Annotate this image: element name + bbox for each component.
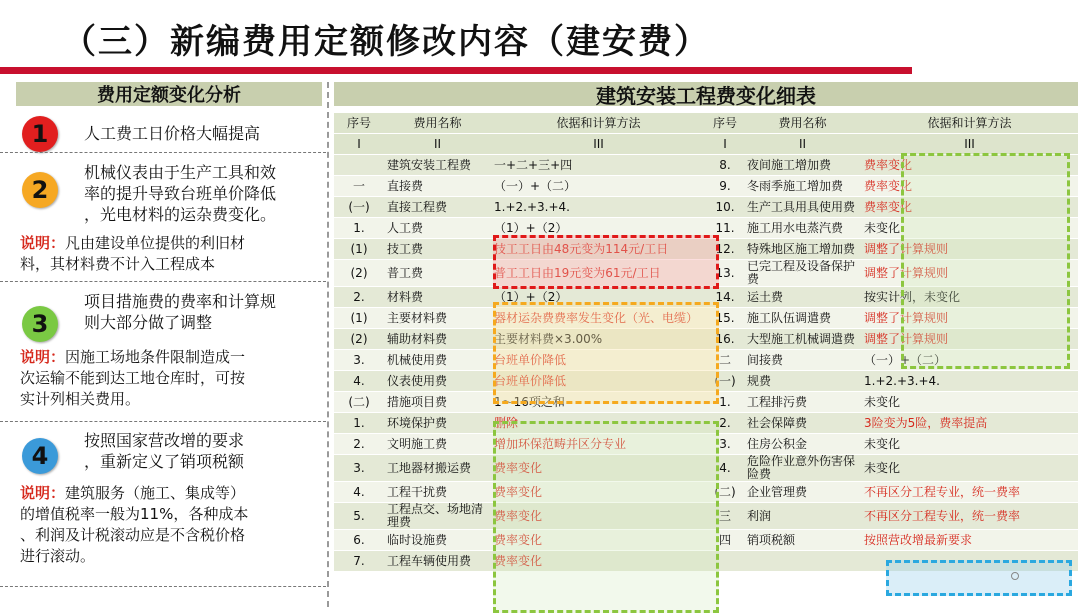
fee-name: 冬雨季施工增加费 [744,176,861,197]
fee-name: 直接工程费 [384,197,491,218]
row-number: (2) [334,260,384,287]
fee-name: 直接费 [384,176,491,197]
calc-method: 费率变化 [491,503,706,530]
point-4-text: 按照国家营改增的要求 ，重新定义了销项税额 [84,431,245,471]
point-3-text: 项目措施费的费率和计算规 则大部分做了调整 [84,292,277,332]
fee-name: 利润 [744,503,861,530]
fee-name: 仪表使用费 [384,371,491,392]
fee-name: 规费 [744,371,861,392]
fee-name: 工程车辆使用费 [384,551,491,572]
row-number: 5. [334,503,384,530]
table-row [334,197,1078,218]
row-number: 3. [706,434,744,455]
calc-method: 调整了计算规则 [861,308,1078,329]
row-number: 1. [706,392,744,413]
table-row [334,392,1078,413]
point-1-badge: 1 [22,116,58,152]
fee-name: 工程干扰费 [384,482,491,503]
table-roman-row [334,134,1078,155]
roman-label: II [384,134,491,155]
row-number: (1) [334,308,384,329]
table-row [334,455,1078,482]
fee-name: 辅助材料费 [384,329,491,350]
calc-method: 费率变化 [861,155,1078,176]
table-row [334,287,1078,308]
table-row [334,350,1078,371]
calc-method: 费率变化 [861,176,1078,197]
separator [0,281,326,282]
calc-method: 按照营改增最新要求 [861,530,1078,551]
row-number: 10. [706,197,744,218]
row-number: 3. [334,350,384,371]
row-number: 9. [706,176,744,197]
row-number: 4. [706,455,744,482]
row-number: 2. [706,413,744,434]
calc-method: 调整了计算规则 [861,329,1078,350]
roman-label: III [491,134,706,155]
row-number: 1. [334,413,384,434]
point-2-badge: 2 [22,172,58,208]
fee-name: 建筑安装工程费 [384,155,491,176]
fee-name: 施工队伍调遣费 [744,308,861,329]
row-number: 2. [334,287,384,308]
calc-method [861,551,1078,572]
row-number: 11. [706,218,744,239]
table-row [334,308,1078,329]
column-header: 费用名称 [744,113,861,134]
calc-method: 未变化 [861,392,1078,413]
calc-method: （1）+（2） [491,287,706,308]
roman-label: I [334,134,384,155]
row-number: (一) [706,371,744,392]
column-header: 依据和计算方法 [491,113,706,134]
fee-name: 企业管理费 [744,482,861,503]
calc-method: 1.+2.+3.+4. [861,371,1078,392]
fee-name: 环境保护费 [384,413,491,434]
fee-name: 工地器材搬运费 [384,455,491,482]
fee-name: 大型施工机械调遣费 [744,329,861,350]
calc-method: 技工工日由48元变为114元/工日 [491,239,706,260]
row-number: 13. [706,260,744,287]
row-number: 4. [334,371,384,392]
fee-name: 销项税额 [744,530,861,551]
row-number: 1. [334,218,384,239]
table-row [334,503,1078,530]
column-header: 序号 [706,113,744,134]
table-row [334,329,1078,350]
row-number [706,551,744,572]
column-header: 依据和计算方法 [861,113,1078,134]
calc-method: 未变化 [861,434,1078,455]
point-4-badge: 4 [22,438,58,474]
separator [0,586,326,587]
separator [0,152,326,153]
cost-change-table [334,113,1078,572]
row-number: (二) [706,482,744,503]
calc-method: 调整了计算规则 [861,239,1078,260]
calc-method: 台班单价降低 [491,371,706,392]
calc-method: 未变化 [861,218,1078,239]
fee-name: 材料费 [384,287,491,308]
table-row [334,371,1078,392]
panel-divider [327,82,329,607]
calc-method: 一+二+三+四 [491,155,706,176]
fee-name: 主要材料费 [384,308,491,329]
roman-label: III [861,134,1078,155]
row-number: 四 [706,530,744,551]
fee-name: 临时设施费 [384,530,491,551]
fee-name: 工程排污费 [744,392,861,413]
row-number: (一) [334,197,384,218]
mouse-cursor-icon [1011,572,1019,580]
table-row [334,260,1078,287]
calc-method: 费率变化 [491,455,706,482]
row-number [334,155,384,176]
point-3-note: 说明：因施工场地条件限制造成一 次运输不能到达工地仓库时，可按 实计列相关费用。 [20,348,246,408]
fee-name: 社会保障费 [744,413,861,434]
calc-method: 费率变化 [491,482,706,503]
fee-name: 已完工程及设备保护费 [744,260,861,287]
table-row [334,218,1078,239]
row-number: (1) [334,239,384,260]
table-row [334,434,1078,455]
row-number: 2. [334,434,384,455]
point-2-text: 机械仪表由于生产工具和效 率的提升导致台班单价降低 ，光电材料的运杂费变化。 [84,163,277,224]
table-row [334,176,1078,197]
row-number: 3. [334,455,384,482]
calc-method: 不再区分工程专业，统一费率 [861,482,1078,503]
fee-name: 技工费 [384,239,491,260]
table-row [334,482,1078,503]
fee-name: 运土费 [744,287,861,308]
calc-method: 费率变化 [861,197,1078,218]
row-number: 16. [706,329,744,350]
calc-method: 3险变为5险，费率提高 [861,413,1078,434]
point-1-text: 人工费工日价格大幅提高 [84,124,261,143]
calc-method: 未变化 [861,455,1078,482]
table-row [334,551,1078,572]
row-number: 8. [706,155,744,176]
column-header: 费用名称 [384,113,491,134]
calc-method: 1～16项之和 [491,392,706,413]
fee-name: 工程点交、场地清理费 [384,503,491,530]
table-row [334,413,1078,434]
row-number: 4. [334,482,384,503]
calc-method: 调整了计算规则 [861,260,1078,287]
title-underline [0,67,912,74]
table-row [334,530,1078,551]
fee-name: 住房公积金 [744,434,861,455]
calc-method: （一）+（二） [861,350,1078,371]
calc-method: 增加环保范畴并区分专业 [491,434,706,455]
roman-label: I [706,134,744,155]
roman-label: II [744,134,861,155]
fee-name: 措施项目费 [384,392,491,413]
fee-name: 人工费 [384,218,491,239]
point-3-badge: 3 [22,306,58,342]
calc-method: 费率变化 [491,551,706,572]
row-number: 三 [706,503,744,530]
row-number: 14. [706,287,744,308]
table-header-row [334,113,1078,134]
fee-name: 普工费 [384,260,491,287]
calc-method: 台班单价降低 [491,350,706,371]
fee-name: 施工用水电蒸汽费 [744,218,861,239]
calc-method: 不再区分工程专业，统一费率 [861,503,1078,530]
fee-name: 生产工具用具使用费 [744,197,861,218]
fee-name: 夜间施工增加费 [744,155,861,176]
row-number: 15. [706,308,744,329]
column-header: 序号 [334,113,384,134]
page-title: （三）新编费用定额修改内容（建安费） [62,22,710,62]
row-number: (二) [334,392,384,413]
table-row [334,239,1078,260]
separator [0,421,326,422]
row-number: 二 [706,350,744,371]
row-number: 12. [706,239,744,260]
fee-name [744,551,861,572]
calc-method: （一）+（二） [491,176,706,197]
right-panel-header: 建筑安装工程费变化细表 [334,82,1078,106]
calc-method: 费率变化 [491,530,706,551]
calc-method: 删除 [491,413,706,434]
row-number: 一 [334,176,384,197]
left-panel-header: 费用定额变化分析 [16,82,322,106]
point-4-note: 说明：建筑服务（施工、集成等） 的增值税率一般为11%，各种成本 、利润及计税滚动应是不含税价格 进行滚动。 [20,484,249,565]
fee-name: 机械使用费 [384,350,491,371]
row-number: 7. [334,551,384,572]
calc-method: 1.+2.+3.+4. [491,197,706,218]
point-2-note: 说明：凡由建设单位提供的利旧材 料，其材料费不计入工程成本 [20,234,246,273]
calc-method: 主要材料费×3.00% [491,329,706,350]
calc-method: （1）+（2） [491,218,706,239]
calc-method: 器材运杂费费率发生变化（光、电缆） [491,308,706,329]
table-row [334,155,1078,176]
calc-method: 按实计列，未变化 [861,287,1078,308]
calc-method: 普工工日由19元变为61元/工日 [491,260,706,287]
fee-name: 间接费 [744,350,861,371]
fee-name: 文明施工费 [384,434,491,455]
fee-name: 特殊地区施工增加费 [744,239,861,260]
row-number: (2) [334,329,384,350]
row-number: 6. [334,530,384,551]
fee-name: 危险作业意外伤害保险费 [744,455,861,482]
